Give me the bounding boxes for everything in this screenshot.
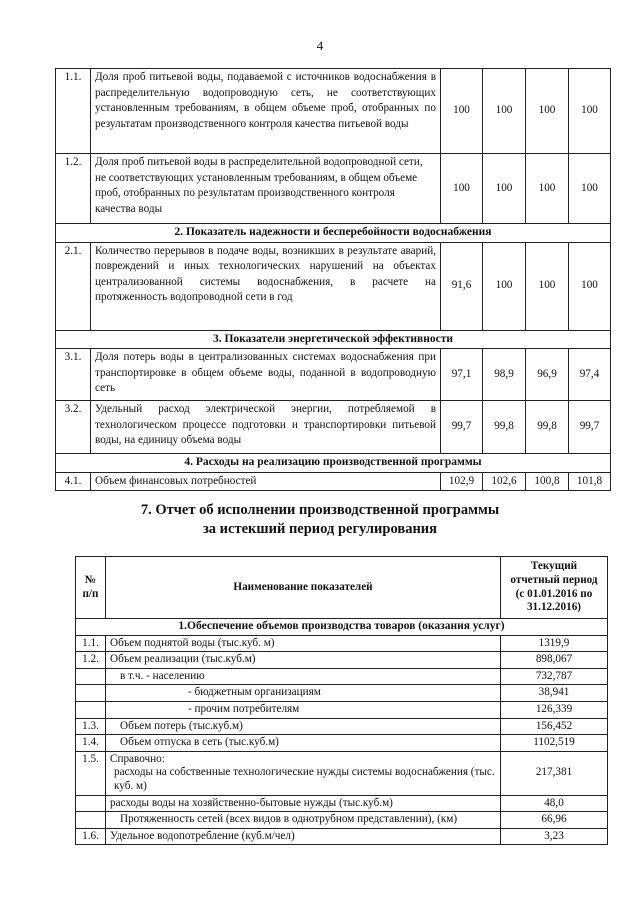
table-row <box>76 735 608 752</box>
row-value: 100 <box>483 242 526 330</box>
table-row <box>76 828 608 845</box>
row-value: 3,23 <box>501 828 608 845</box>
row-name <box>106 751 501 795</box>
row-value: 66,96 <box>501 812 608 829</box>
section-row <box>76 619 608 636</box>
section-heading <box>0 501 640 539</box>
row-name: Протяженность сетей (всех видов в однотрубном представлении), (км) <box>106 812 501 829</box>
row-value: 732,787 <box>501 668 608 685</box>
row-value: 100 <box>526 242 569 330</box>
row-value: 100 <box>526 154 569 224</box>
page-number: 4 <box>316 38 324 53</box>
row-value: 99,7 <box>569 401 611 454</box>
row-name: в т.ч. - населению <box>106 668 501 685</box>
row-number <box>76 795 106 812</box>
row-value: 100 <box>526 69 569 154</box>
row-value: 100 <box>569 69 611 154</box>
table-row <box>56 154 611 224</box>
row-description: Объем финансовых потребностей <box>91 472 441 491</box>
row-value: 99,8 <box>526 401 569 454</box>
row-number: 1.6. <box>76 828 106 845</box>
table-row <box>56 349 611 401</box>
table-row <box>76 668 608 685</box>
row-value: 99,8 <box>483 401 526 454</box>
report-table <box>75 556 608 845</box>
header-row <box>76 557 608 619</box>
row-value: 100 <box>441 154 483 224</box>
section-title: 1.Обеспечение объемов производства товаров (оказания услуг) <box>76 619 608 636</box>
row-description: Удельный расход электрической энергии, потребляемой в технологическом процессе подготовки и транспортировки питьевой воды, на единицу объема воды <box>91 401 441 454</box>
row-number: 1.1. <box>76 635 106 652</box>
heading-line: 7. Отчет об исполнении производственной программы <box>140 502 500 518</box>
heading-line: за истекший период регулирования <box>202 521 438 537</box>
header-period: Текущий отчетный период (с 01.01.2016 по 31.12.2016) <box>501 557 608 619</box>
row-value: 100 <box>483 69 526 154</box>
row-number: 1.3. <box>76 718 106 735</box>
row-value: 99,7 <box>441 401 483 454</box>
row-name-label: Справочно: <box>110 752 165 765</box>
row-value: 48,0 <box>501 795 608 812</box>
section-row <box>56 454 611 473</box>
row-value: 97,1 <box>441 349 483 401</box>
row-description: Доля проб питьевой воды в распределительной водопроводной сети, не соответствующих установленным требованиям, в общем объеме проб, отобранных по результатам производственного контроля качества воды <box>91 154 441 224</box>
row-value: 100 <box>441 69 483 154</box>
indicators-table <box>55 68 611 491</box>
row-number: 1.4. <box>76 735 106 752</box>
row-number <box>76 812 106 829</box>
section-title: 2. Показатель надежности и бесперебойности водоснабжения <box>56 224 611 243</box>
row-number: 1.1. <box>56 69 91 154</box>
row-value: 1319,9 <box>501 635 608 652</box>
row-value: 156,452 <box>501 718 608 735</box>
header-num: № п/п <box>76 557 106 619</box>
section-title: 4. Расходы на реализацию производственной программы <box>56 454 611 473</box>
row-value: 102,6 <box>483 472 526 491</box>
row-name: - бюджетным организациям <box>106 685 501 702</box>
row-number: 1.2. <box>56 154 91 224</box>
row-value: 96,9 <box>526 349 569 401</box>
table-row <box>56 401 611 454</box>
row-name: Объем отпуска в сеть (тыс.куб.м) <box>106 735 501 752</box>
row-value: 91,6 <box>441 242 483 330</box>
row-number: 1.5. <box>76 751 106 795</box>
row-name: - прочим потребителям <box>106 701 501 718</box>
row-name: Объем потерь (тыс.куб.м) <box>106 718 501 735</box>
row-value: 97,4 <box>569 349 611 401</box>
row-value: 100,8 <box>526 472 569 491</box>
row-number <box>76 668 106 685</box>
row-value: 1102,519 <box>501 735 608 752</box>
row-description: Доля проб питьевой воды, подаваемой с источников водоснабжения в распределительную водопроводную сеть, не соответствующих установленным требованиям, в общем объеме проб, отобранных по результатам производственного контроля качества питьевой воды <box>91 69 441 154</box>
row-value: 898,067 <box>501 652 608 669</box>
row-name: Удельное водопотребление (куб.м/чел) <box>106 828 501 845</box>
row-name: Объем поднятой воды (тыс.куб. м) <box>106 635 501 652</box>
table-row <box>76 685 608 702</box>
row-description: Количество перерывов в подаче воды, возникших в результате аварий, повреждений и иных технологических нарушений на объектах централизованной системы водоснабжения, в расчете на протяженность водопроводной сети в год <box>91 242 441 330</box>
row-description: Доля потерь воды в централизованных системах водоснабжения при транспортировке в общем объеме воды, поданной в водопроводную сеть <box>91 349 441 401</box>
row-number: 2.1. <box>56 242 91 330</box>
row-value: 100 <box>569 242 611 330</box>
row-number <box>76 701 106 718</box>
row-name: расходы воды на хозяйственно-бытовые нужды (тыс.куб.м) <box>106 795 501 812</box>
row-number: 3.2. <box>56 401 91 454</box>
table-row <box>76 751 608 795</box>
row-value: 100 <box>569 154 611 224</box>
table-row <box>56 69 611 154</box>
section-row <box>56 330 611 349</box>
table-row <box>76 635 608 652</box>
table-row <box>76 795 608 812</box>
row-value: 98,9 <box>483 349 526 401</box>
row-value: 102,9 <box>441 472 483 491</box>
row-value: 217,381 <box>501 751 608 795</box>
section-row <box>56 224 611 243</box>
row-number <box>76 685 106 702</box>
row-name-detail: расходы на собственные технологические нужды системы водоснабжения (тыс. куб. м) <box>114 766 495 792</box>
table-row <box>56 472 611 491</box>
row-number: 3.1. <box>56 349 91 401</box>
table-row <box>76 701 608 718</box>
row-value: 126,339 <box>501 701 608 718</box>
row-name: Объем реализации (тыс.куб.м) <box>106 652 501 669</box>
row-value: 38,941 <box>501 685 608 702</box>
row-value: 101,8 <box>569 472 611 491</box>
table-row <box>76 812 608 829</box>
row-value: 100 <box>483 154 526 224</box>
table-row <box>76 718 608 735</box>
section-title: 3. Показатели энергетической эффективности <box>56 330 611 349</box>
row-number: 1.2. <box>76 652 106 669</box>
table-row <box>56 242 611 330</box>
table-row <box>76 652 608 669</box>
header-name: Наименование показателей <box>106 557 501 619</box>
row-number: 4.1. <box>56 472 91 491</box>
